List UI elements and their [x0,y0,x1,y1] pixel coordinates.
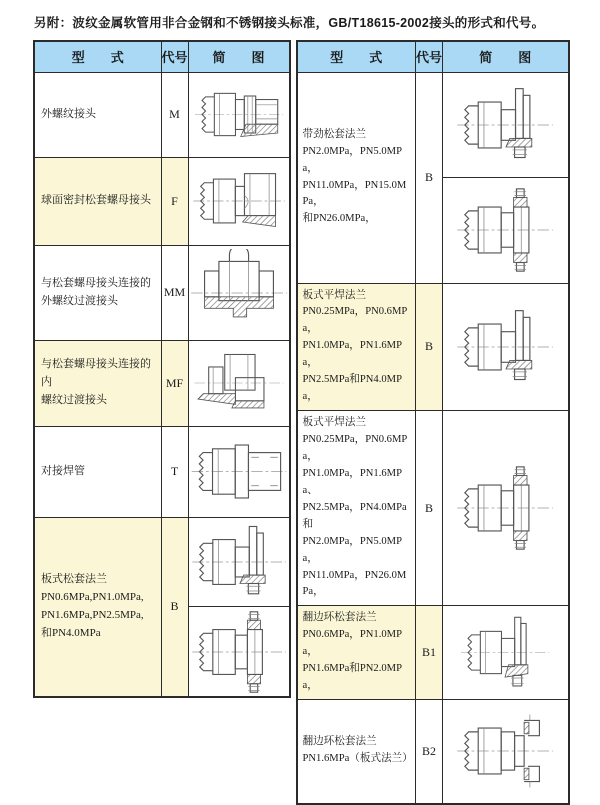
joint-diagram-cell [443,72,569,283]
joint-type-line: 球面密封松套螺母接头 [41,194,151,207]
column-header-diagram: 简 图 [443,41,569,72]
joint-type-cell [297,283,416,411]
male-thread-adapter-icon [189,246,289,340]
joint-type-line: PN0.25MPa，PN0.6MPa， [302,306,408,335]
joint-diagram-cell [188,340,290,426]
joint-type-line: PN0.6MPa,PN1.0MPa, [41,590,144,603]
joint-code-cell: MF [161,340,188,426]
table-row [34,157,290,245]
joint-type-line: PN1.6MPa和PN2.0MPa， [302,663,402,692]
joint-code-cell: B [416,283,443,411]
diagram-stack [443,411,568,605]
joint-type-line: PN11.0MPa，PN15.0MPa， [302,179,407,208]
diagram-stack [443,700,568,803]
loose-ring-flange-icon [443,700,568,803]
joint-type-line: PN1.6MPa（板式法兰） [302,753,413,765]
joint-diagram-cell [188,426,290,517]
joint-code-cell: B [416,72,443,283]
bolted-loose-flange-icon [443,411,568,605]
joint-type-cell [34,340,161,426]
butt-weld-pipe-icon [189,427,289,517]
joint-type-cell [34,517,161,697]
column-header-type: 型 式 [297,41,416,72]
diagram-stack [443,606,568,699]
joint-type-line: 外螺纹接头 [41,107,96,120]
joint-table-left [33,40,291,698]
table-row [34,245,290,340]
joint-type-line: PN2.0MPa，PN5.0MPa， [302,535,402,564]
table-row [297,411,569,606]
joint-diagram-cell [443,411,569,606]
joint-type-cell [297,72,416,283]
joint-type-line: 和PN26.0MPa， [302,213,376,225]
diagram-stack [189,341,289,426]
table-row [297,700,569,804]
joint-type-cell [34,426,161,517]
joint-code-cell: B [161,517,188,697]
joint-code-cell: MM [161,245,188,340]
joint-type-line: 翻边环松套法兰 [302,736,377,748]
diagram-stack [443,73,568,283]
joint-type-line: 带劲松套法兰 [302,128,367,140]
joint-type-line: PN0.25MPa，PN0.6MPa， [302,434,408,462]
diagram-stack [443,284,568,411]
male-thread-joint-icon [189,73,289,157]
joint-code-cell: B2 [416,700,443,804]
joint-type-line: 翻边环松套法兰 [302,612,377,624]
joint-table-right [296,40,570,805]
diagram-stack [189,158,289,245]
joint-type-line: 板式平焊法兰 [302,417,367,429]
joint-type-line: PN2.5MPa和PN4.0MPa， [302,374,402,403]
joint-type-line: 螺纹过渡接头 [41,393,107,406]
joint-code-cell: B1 [416,606,443,700]
joint-diagram-cell [188,245,290,340]
joint-code-cell: F [161,157,188,245]
diagram-stack [189,427,289,517]
joint-type-line: 与松套螺母接头连接的内 [41,358,151,389]
header-row [297,41,569,72]
joint-diagram-cell [188,517,290,697]
bolted-loose-flange-icon [189,606,289,696]
joint-type-cell [297,606,416,700]
joint-type-line: PN2.5MPa，PN4.0MPa和 [302,501,407,530]
joint-code-cell: B [416,411,443,606]
table-row [34,340,290,426]
joint-diagram-cell [443,283,569,411]
table-row [297,72,569,283]
joint-diagram-cell [188,157,290,245]
joint-type-line: PN2.0MPa，PN5.0MPa， [302,145,402,174]
joint-type-line: 和PN4.0MPa [41,626,101,639]
female-thread-adapter-icon [189,341,289,426]
sphere-seal-nut-joint-icon [189,158,289,245]
table-row [297,283,569,411]
diagram-stack [189,246,289,340]
joint-type-line: PN1.0MPa，PN1.6MPa， [302,340,402,369]
diagram-stack [189,518,289,697]
joint-type-cell [34,72,161,157]
page-caption: 另附：波纹金属软管用非合金钢和不锈钢接头标准，GB/T18615-2002接头的形式和代号。 [34,16,545,30]
joint-type-line: 外螺纹过渡接头 [41,294,118,307]
joint-diagram-cell [443,700,569,804]
joint-type-line: PN1.6MPa,PN2.5MPa, [41,608,144,621]
neck-loose-flange-icon [443,73,568,178]
column-header-code: 代号 [161,41,188,72]
neck-loose-flange-icon [189,518,289,607]
bolted-loose-flange-icon [443,177,568,283]
joint-type-line: PN11.0MPa，PN26.0MPa， [302,569,407,598]
table-row [34,517,290,697]
joint-diagram-cell [188,72,290,157]
joint-type-line: PN1.0MPa，PN1.6MPa、 [302,467,402,496]
joint-type-cell [34,157,161,245]
joint-type-line: 板式平焊法兰 [302,289,367,301]
joint-tables [33,40,570,805]
column-header-type: 型 式 [34,41,161,72]
column-header-code: 代号 [416,41,443,72]
joint-type-cell [297,700,416,804]
joint-type-cell [297,411,416,606]
diagram-stack [189,73,289,157]
neck-loose-flange-icon [443,284,568,411]
joint-type-line: 板式松套法兰 [41,573,107,586]
header-row [34,41,290,72]
column-header-diagram: 简 图 [188,41,290,72]
joint-diagram-cell [443,606,569,700]
joint-code-cell: T [161,426,188,517]
joint-type-line: 与松套螺母接头连接的 [41,276,151,289]
lapped-ring-flange-icon [443,606,568,699]
joint-type-cell [34,245,161,340]
table-row [34,72,290,157]
table-row [297,606,569,700]
joint-type-line: PN0.6MPa，PN1.0MPa， [302,629,402,658]
joint-type-line: 对接焊管 [41,464,85,477]
joint-code-cell: M [161,72,188,157]
table-row [34,426,290,517]
